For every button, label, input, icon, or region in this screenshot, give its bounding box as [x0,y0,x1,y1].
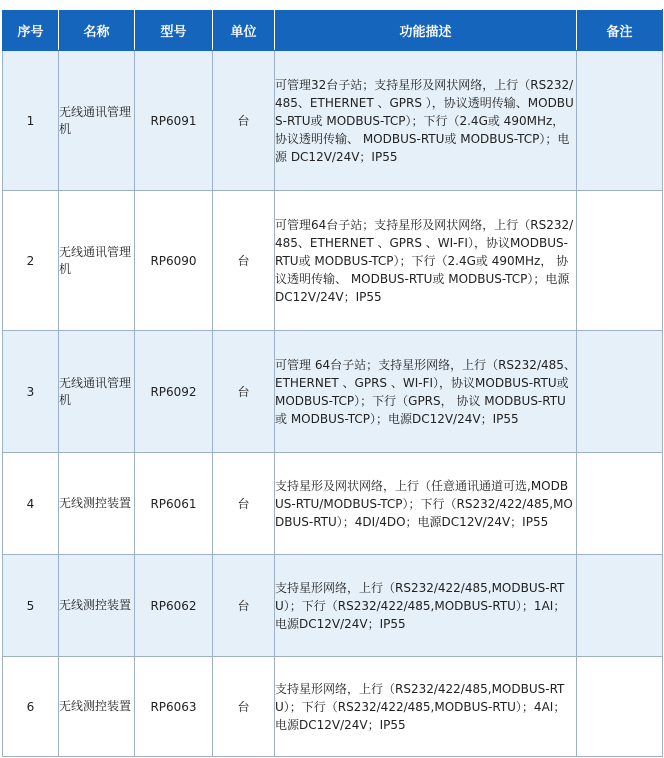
cell-remark [577,191,663,331]
table-row [3,555,663,657]
header-index: 序号 [3,10,59,51]
header-name: 名称 [59,10,135,51]
cell-index: 5 [3,555,59,657]
cell-index: 2 [3,191,59,331]
cell-description: 支持星形网络，上行（RS232/422/485,MODBUS-RTU）；下行（RS232/422/485,MODBUS-RTU）；4AI；电源DC12V/24V；IP55 [275,657,577,757]
cell-model: RP6092 [135,331,213,453]
table-row [3,191,663,331]
table-header-row [3,10,663,51]
header-description: 功能描述 [275,10,577,51]
cell-model: RP6061 [135,453,213,555]
cell-remark [577,453,663,555]
cell-index: 1 [3,51,59,191]
cell-description: 可管理32台子站；支持星形及网状网络，上行（RS232/485、ETHERNET 、GPRS ），协议透明传输、MODBUS-RTU或 MODBUS-TCP）；下行（2.4G或 490MHz， 协议透明传输、 MODBUS-RTU或 MODBUS-TCP）；电源 DC12V/24V；IP55 [275,51,577,191]
cell-unit: 台 [213,555,275,657]
cell-description: 支持星形及网状网络，上行（任意通讯通道可选,MODBUS-RTU/MODBUS-TCP）；下行（RS232/422/485,MODBUS-RTU）；4DI/4DO；电源DC12V/24V；IP55 [275,453,577,555]
cell-model: RP6090 [135,191,213,331]
header-unit: 单位 [213,10,275,51]
cell-description: 可管理 64台子站；支持星形网络，上行（RS232/485、ETHERNET 、GPRS 、WI-FI），协议MODBUS-RTU或 MODBUS-TCP）；下行（GPRS， 协议 MODBUS-RTU或 MODBUS-TCP）；电源DC12V/24V；IP55 [275,331,577,453]
cell-remark [577,657,663,757]
cell-description: 可管理64台子站；支持星形及网状网络，上行（RS232/485、ETHERNET 、GPRS 、WI-FI），协议MODBUS-RTU或 MODBUS-TCP）；下行（2.4G或 490MHz， 协议透明传输、 MODBUS-RTU或 MODBUS-TCP）；电源 DC12V/24V；IP55 [275,191,577,331]
header-model: 型号 [135,10,213,51]
cell-name: 无线通讯管理机 [59,191,135,331]
cell-remark [577,51,663,191]
header-remark: 备注 [577,10,663,51]
cell-model: RP6062 [135,555,213,657]
cell-index: 4 [3,453,59,555]
table-row [3,657,663,757]
cell-unit: 台 [213,331,275,453]
cell-name: 无线通讯管理机 [59,51,135,191]
cell-remark [577,555,663,657]
cell-name: 无线测控装置 [59,555,135,657]
cell-unit: 台 [213,51,275,191]
cell-name: 无线通讯管理机 [59,331,135,453]
cell-remark [577,331,663,453]
cell-model: RP6091 [135,51,213,191]
cell-model: RP6063 [135,657,213,757]
cell-unit: 台 [213,657,275,757]
cell-unit: 台 [213,191,275,331]
product-spec-table [2,9,663,757]
table-row [3,331,663,453]
cell-name: 无线测控装置 [59,453,135,555]
cell-unit: 台 [213,453,275,555]
cell-index: 3 [3,331,59,453]
table-row [3,51,663,191]
cell-index: 6 [3,657,59,757]
table-row [3,453,663,555]
cell-description: 支持星形网络，上行（RS232/422/485,MODBUS-RTU）；下行（RS232/422/485,MODBUS-RTU）；1AI；电源DC12V/24V；IP55 [275,555,577,657]
cell-name: 无线测控装置 [59,657,135,757]
